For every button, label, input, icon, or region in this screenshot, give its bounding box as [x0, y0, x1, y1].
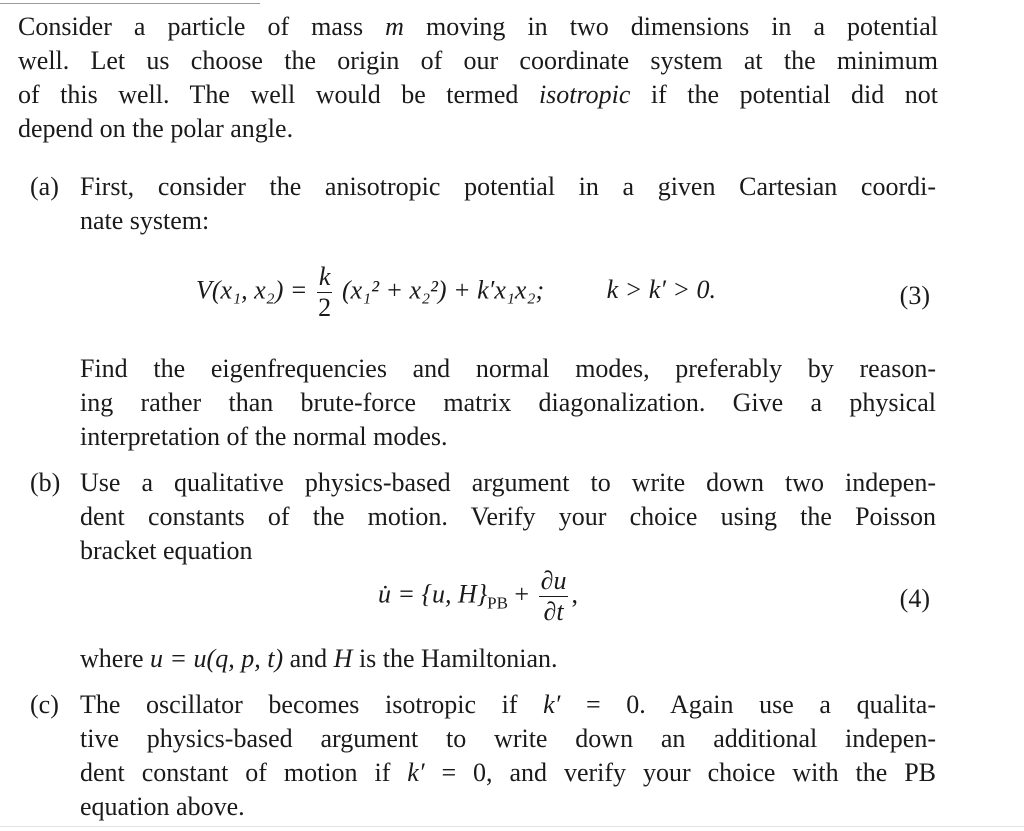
eq4-fraction	[539, 566, 569, 627]
equation-number-3: (3)	[899, 281, 930, 310]
part-b-text	[80, 466, 936, 568]
eq3-lhs: V(x₁, x₂) =	[196, 275, 308, 305]
bottom-divider	[0, 826, 1024, 827]
intro-text-3: of this well. The well would be termed	[18, 80, 519, 109]
part-c-line-2: tive physics-based argument to write down an additional indepen-	[80, 724, 936, 753]
part-b-line-1: Use a qualitative physics-based argument to write down two indepen-	[80, 468, 936, 497]
equation-4	[378, 566, 578, 627]
part-a-text	[80, 170, 936, 238]
equation-number-4: (4)	[899, 584, 930, 613]
part-a-label: (a)	[30, 172, 59, 201]
part-c-label: (c)	[30, 690, 59, 719]
intro-text-1: Consider a particle of mass	[18, 12, 364, 41]
part-a-line-4: ing rather than brute-force matrix diagonalization. Give a physical	[80, 388, 936, 417]
where-u-def: u = u(q, p, t)	[150, 644, 284, 673]
part-b-line-2: dent constants of the motion. Verify your choice using the Poisson	[80, 502, 936, 531]
where-text-3: is the Hamiltonian.	[352, 644, 558, 673]
part-c-line-3: dent constant of motion if k′ = 0, and verify your choice with the PB	[80, 758, 937, 787]
eq4-comma: ,	[571, 579, 578, 609]
intro-text-2: moving in two dimensions in a potential	[425, 12, 939, 41]
top-divider	[0, 0, 260, 4]
where-text-1: where	[80, 644, 151, 673]
eq4-plus: +	[514, 579, 530, 609]
part-c-line-4: equation above.	[80, 792, 245, 821]
intro-text-4: if the potential did not	[650, 80, 938, 109]
eq3-frac-num: k	[318, 262, 331, 291]
part-b-line-3: bracket equation	[80, 536, 253, 565]
eq3-fraction	[317, 262, 333, 323]
eq4-frac-den: ∂t	[543, 597, 564, 626]
eq3-rhs: (x₁² + x₂²) + k′x₁x₂;	[341, 275, 545, 305]
part-a-line-5: interpretation of the normal modes.	[80, 422, 448, 451]
part-c-line-1: The oscillator becomes isotropic if k′ = 0. Again use a qualita-	[80, 690, 936, 719]
where-text-2: and	[283, 644, 334, 673]
eq4-lhs: u̇ = {u, H}	[378, 579, 488, 609]
eq3-condition: k > k′ > 0.	[606, 275, 717, 305]
where-h: H	[333, 644, 353, 673]
eq3-frac-den: 2	[318, 293, 332, 322]
eq4-frac-num: ∂u	[540, 566, 567, 595]
equation-3	[196, 262, 716, 323]
part-b-label: (b)	[30, 468, 61, 497]
part-a-text-2	[80, 352, 936, 454]
mass-symbol: m	[385, 12, 404, 41]
part-a-line-2: nate system:	[80, 206, 210, 235]
eq4-sub: PB	[487, 593, 508, 613]
part-a-line-1: First, consider the anisotropic potential in a given Cartesian coordi-	[80, 172, 936, 201]
intro-line-4: depend on the polar angle.	[18, 114, 294, 143]
part-c-text	[80, 688, 936, 824]
intro-paragraph	[18, 10, 938, 146]
intro-line-2: well. Let us choose the origin of our coordinate system at the minimum	[18, 46, 938, 75]
part-a-line-3: Find the eigenfrequencies and normal modes, preferably by reason-	[80, 354, 936, 383]
isotropic-term: isotropic	[538, 80, 631, 109]
part-b-where	[80, 642, 936, 676]
